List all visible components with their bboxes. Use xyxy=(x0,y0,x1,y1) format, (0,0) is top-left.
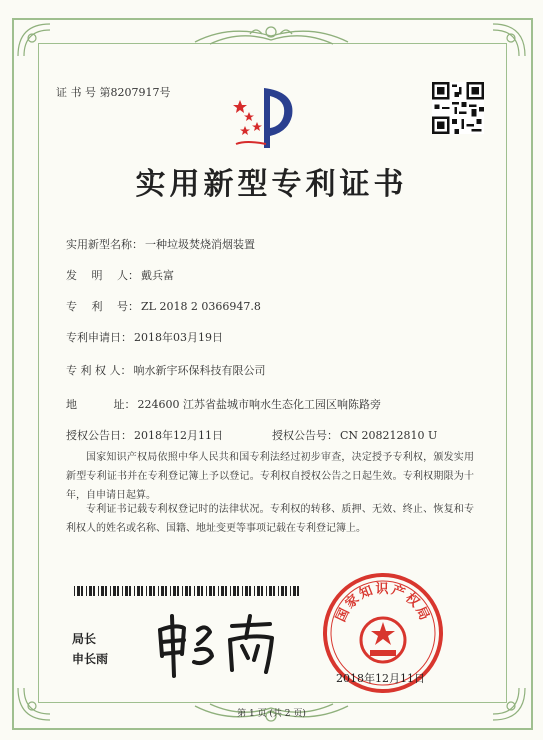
handwritten-signature xyxy=(150,610,280,678)
field-patent-number xyxy=(66,298,261,314)
field-value: ZL 2018 2 0366947.8 xyxy=(141,300,261,313)
top-ornament xyxy=(190,22,353,48)
field-application-date xyxy=(66,329,223,345)
cnipa-logo-icon xyxy=(226,82,306,152)
field-label: 授权公告日： xyxy=(66,429,132,442)
svg-text:国家知识产权局: 国家知识产权局 xyxy=(333,582,433,625)
field-label: 发 明 人： xyxy=(66,269,139,282)
field-value: CN 208212810 U xyxy=(340,429,438,442)
field-value: 2018年03月19日 xyxy=(134,331,223,344)
signatory-name: 申长雨 xyxy=(72,652,109,666)
page-number: 第 1 页 (共 2 页) xyxy=(237,709,306,719)
field-address xyxy=(66,396,381,412)
body-paragraph-2: 专利证书记载专利权登记时的法律状况。专利权的转移、质押、无效、终止、恢复和专利权人的姓名或名称、国籍、地址变更等事项记载在专利登记簿上。 xyxy=(66,504,474,534)
field-label: 地 址： xyxy=(66,398,136,411)
field-utility-model-name xyxy=(66,236,255,252)
seal-date: 2018年12月11日 xyxy=(336,672,425,685)
field-grant-date xyxy=(66,427,223,443)
field-value: 戴兵富 xyxy=(141,269,174,282)
certificate-number: 证 书 号 第8207917号 xyxy=(56,86,171,99)
corner-ornament-top-right xyxy=(489,20,529,60)
body-paragraph-1: 国家知识产权局依照中华人民共和国专利法经过初步审查，决定授予专利权，颁发实用新型专利证书并在专利登记簿上予以登记。专利权自授权公告之日起生效。专利权期限为十年，自申请日起算。 xyxy=(66,452,474,501)
field-value: 响水新宇环保科技有限公司 xyxy=(133,364,266,377)
field-value: 224600 江苏省盐城市响水生态化工园区响陈路旁 xyxy=(137,398,381,411)
field-label: 实用新型名称： xyxy=(66,238,143,251)
field-patentee xyxy=(66,362,266,378)
field-label: 专 利 号： xyxy=(66,300,139,313)
field-inventor xyxy=(66,267,174,283)
field-label: 专利申请日： xyxy=(66,331,132,344)
qr-code-icon xyxy=(432,82,484,134)
field-value: 一种垃圾焚烧消烟装置 xyxy=(145,238,255,251)
certificate-title: 实用新型专利证书 xyxy=(135,167,408,202)
field-label: 专 利 权 人： xyxy=(66,364,132,377)
field-grant-number xyxy=(272,427,437,443)
field-label: 授权公告号： xyxy=(272,429,338,442)
signatory-role: 局长 xyxy=(72,632,97,646)
field-value: 2018年12月11日 xyxy=(134,429,223,442)
barcode-icon xyxy=(74,586,302,596)
corner-ornament-top-left xyxy=(14,20,54,60)
